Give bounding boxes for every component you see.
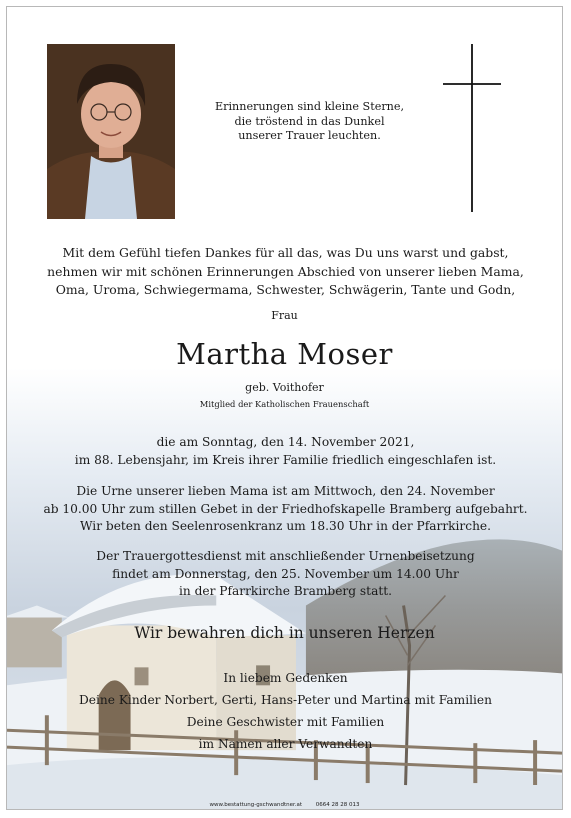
maiden-name: geb. Voithofer: [245, 381, 324, 394]
footer-website[interactable]: www.bestattung-gschwandtner.at: [209, 802, 303, 808]
poem-line: Erinnerungen sind kleine Sterne,: [214, 100, 405, 113]
membership: Mitglied der Katholischen Frauenschaft: [199, 399, 370, 409]
service-notice: [17, 548, 554, 601]
service-notice-line: findet am Donnerstag, den 25. November um 14.00 Uhr: [112, 566, 459, 581]
poem-line: unserer Trauer leuchten.: [238, 129, 381, 142]
urn-notice-line: Die Urne unserer lieben Mama ist am Mittwoch, den 24. November: [76, 484, 495, 498]
intro-line: Mit dem Gefühl tiefen Dankes für all das, was Du uns warst und gabst,: [62, 245, 509, 260]
salutation: Frau: [271, 309, 298, 322]
death-notice-line: die am Sonntag, den 14. November 2021,: [156, 435, 415, 449]
mourners-line: Deine Geschwister mit Familien: [186, 715, 385, 729]
portrait-photo: [47, 44, 175, 219]
intro-line: nehmen wir mit schönen Erinnerungen Abschied von unserer lieben Mama,: [47, 263, 524, 279]
poem-line: die tröstend in das Dunkel: [234, 114, 385, 128]
mourners-list: [17, 667, 554, 755]
gratitude-text: [17, 244, 554, 300]
footer-phone: 0664 28 28 013: [315, 802, 360, 808]
death-notice-line: im 88. Lebensjahr, im Kreis ihrer Familie friedlich eingeschlafen ist.: [74, 452, 497, 467]
deceased-name: Martha Moser: [176, 337, 393, 371]
memorial-motto: Wir bewahren dich in unseren Herzen: [134, 624, 435, 642]
mourners-line: Deine Kinder Norbert, Gerti, Hans-Peter und Martina mit Familien: [79, 693, 492, 707]
urn-notice-line: ab 10.00 Uhr zum stillen Gebet in der Friedhofskapelle Bramberg aufgebahrt.: [43, 501, 528, 516]
intro-line: Oma, Uroma, Schwiegermama, Schwester, Schwägerin, Tante und Godn,: [55, 282, 516, 297]
mourners-line: im Namen aller Verwandten: [198, 737, 373, 751]
urn-notice-line: Wir beten den Seelenrosenkranz um 18.30 Uhr in der Pfarrkirche.: [79, 519, 492, 533]
footer: [7, 802, 562, 808]
cross-icon: [443, 44, 501, 212]
death-notice: [17, 434, 554, 469]
mourners-line: In liebem Gedenken: [223, 671, 348, 685]
service-notice-line: in der Pfarrkirche Bramberg statt.: [178, 584, 393, 598]
memorial-poem: [197, 100, 422, 144]
service-notice-line: Der Trauergottesdienst mit anschließender Urnenbeisetzung: [96, 549, 475, 563]
obituary-card: [6, 6, 563, 810]
urn-notice: [17, 483, 554, 536]
